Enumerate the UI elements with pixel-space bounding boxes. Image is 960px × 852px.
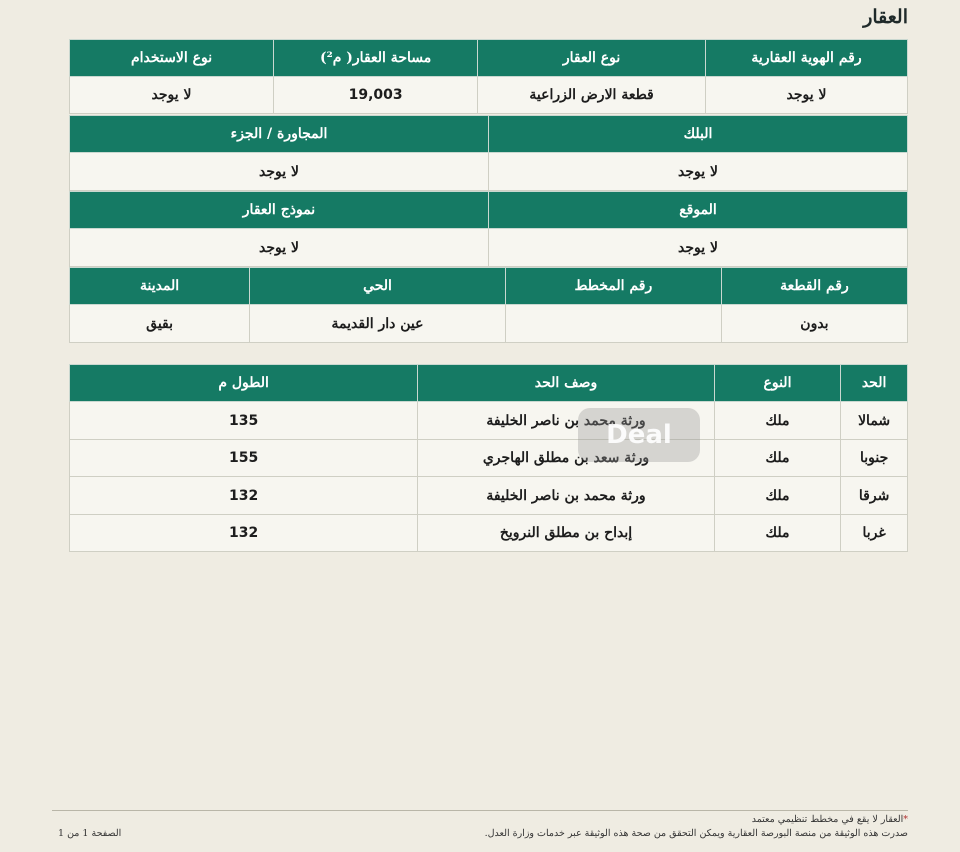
header-plot-number: رقم القطعة [721,268,907,305]
boundary-length: 132 [70,515,418,552]
header-district: الحي [250,268,506,305]
footer-notes [485,813,908,841]
header-boundary: الحد [841,365,908,402]
boundary-row [70,402,908,440]
section-title: العقار [863,6,908,28]
header-property-model: نموذج العقار [70,192,489,229]
header-plan-number: رقم المخطط [505,268,721,305]
value-area: 19,003 [274,77,478,114]
boundary-length: 132 [70,477,418,515]
header-block: البلك [489,116,908,153]
boundary-description: إبداح بن مطلق النرويخ [418,515,715,552]
property-info-value-row [70,77,908,114]
header-real-estate-id: رقم الهوية العقارية [706,40,908,77]
page-number: الصفحة 1 من 1 [58,828,122,839]
asterisk-icon: * [903,814,908,825]
boundary-direction: جنوبا [841,440,908,477]
footer-note-text: العقار لا يقع في مخطط تنظيمي معتمد [751,814,904,825]
boundary-direction: شرقا [841,477,908,515]
boundary-type: ملك [714,515,840,552]
boundary-row [70,515,908,552]
value-usage-type: لا يوجد [70,77,274,114]
value-property-model: لا يوجد [70,229,489,267]
value-plan-number [505,305,721,343]
header-area: مساحة العقار( م²) [274,40,478,77]
value-block: لا يوجد [489,153,908,191]
property-info-table [69,39,908,114]
header-location: الموقع [489,192,908,229]
header-boundary-description: وصف الحد [418,365,715,402]
boundary-description: ورثة سعد بن مطلق الهاجري [418,440,715,477]
block-table [69,115,908,191]
boundary-type: ملك [714,477,840,515]
footer-divider [52,810,908,811]
location-header-row [70,192,908,229]
location-table [69,191,908,267]
value-real-estate-id: لا يوجد [706,77,908,114]
header-type: النوع [714,365,840,402]
value-neighborhood-part: لا يوجد [70,153,489,191]
value-district: عين دار القديمة [250,305,506,343]
header-neighborhood-part: المجاورة / الجزء [70,116,489,153]
boundary-description: ورثة محمد بن ناصر الخليفة [418,402,715,440]
value-location: لا يوجد [489,229,908,267]
property-info-header-row [70,40,908,77]
block-value-row [70,153,908,191]
footer-note-unplanned [485,813,908,827]
value-property-type: قطعة الارض الزراعية [478,77,706,114]
footer-note-issued: صدرت هذه الوثيقة من منصة البورصة العقارية ويمكن التحقق من صحة هذه الوثيقة عبر خدمات وزارة العدل. [484,828,908,839]
header-city: المدينة [70,268,250,305]
header-length: الطول م [70,365,418,402]
value-city: بقيق [70,305,250,343]
boundary-type: ملك [714,402,840,440]
boundary-length: 155 [70,440,418,477]
location-value-row [70,229,908,267]
boundary-type: ملك [714,440,840,477]
boundaries-table [69,364,908,552]
boundaries-header-row [70,365,908,402]
plot-value-row [70,305,908,343]
watermark-logo: Deal [578,408,700,462]
block-header-row [70,116,908,153]
plot-table [69,267,908,343]
boundary-direction: غربا [841,515,908,552]
value-plot-number: بدون [721,305,907,343]
boundary-direction: شمالا [841,402,908,440]
boundary-description: ورثة محمد بن ناصر الخليفة [418,477,715,515]
header-property-type: نوع العقار [478,40,706,77]
boundary-length: 135 [70,402,418,440]
boundary-row [70,477,908,515]
header-usage-type: نوع الاستخدام [70,40,274,77]
boundary-row [70,440,908,477]
plot-header-row [70,268,908,305]
